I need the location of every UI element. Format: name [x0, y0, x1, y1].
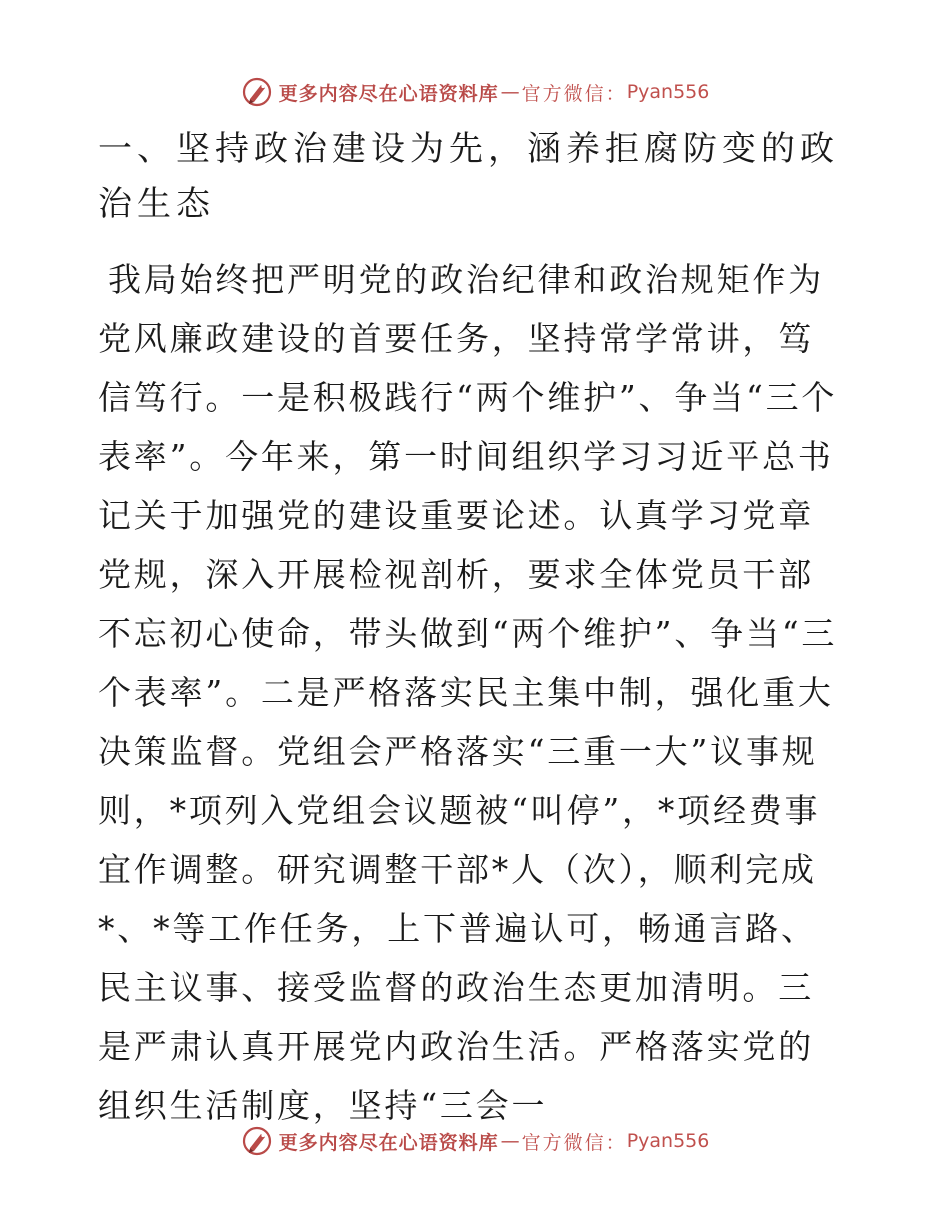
section-heading: 一、坚持政治建设为先，涵养拒腐防变的政治生态 [98, 129, 839, 224]
banner-promo-text: 更多内容尽在心语资料库 [278, 82, 499, 105]
banner-dash: — [500, 1130, 520, 1152]
banner-wechat-id: Pyan556 [626, 1130, 710, 1152]
pen-circle-logo-icon [241, 1125, 273, 1157]
banner-dash: — [500, 81, 520, 103]
header-banner[interactable] [0, 72, 950, 112]
pen-circle-logo-icon [241, 76, 273, 108]
banner-promo-text: 更多内容尽在心语资料库 [278, 1131, 499, 1154]
footer-banner[interactable] [0, 1121, 950, 1161]
body-paragraph: 我局始终把严明党的政治纪律和政治规矩作为党风廉政建设的首要任务，坚持常学常讲，笃信笃行。一是积极践行“两个维护”、争当“三个表率”。今年来，第一时间组织学习习近平总书记关于加强党的建设重要论述。认真学习党章党规，深入开展检视剖析，要求全体党员干部不忘初心使命，带头做到“两个维护”、争当“三个表率”。二是严格落实民主集中制，强化重大决策监督。党组会严格落实“三重一大”议事规则，*项列入党组会议题被“叫停”，*项经费事宜作调整。研究调整干部*人（次），顺利完成*、*等工作任务，上下普遍认可，畅通言路、民主议事、接受监督的政治生态更加清明。三是严肃认真开展党内政治生活。严格落实党的组织生活制度，坚持“三会一 [98, 260, 838, 1125]
banner-wechat-id: Pyan556 [626, 81, 710, 103]
banner-wechat-label: 官方微信： [521, 82, 627, 105]
banner-wechat-label: 官方微信： [521, 1131, 627, 1154]
